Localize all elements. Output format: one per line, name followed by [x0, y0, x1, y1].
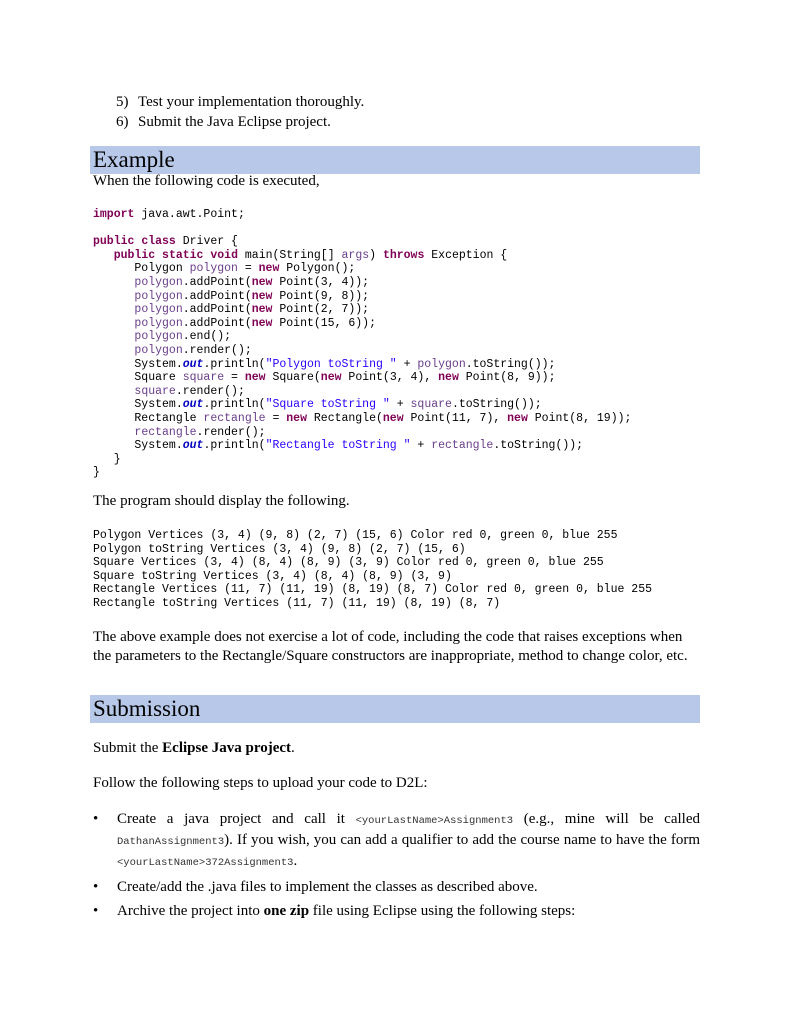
- code-token: [93, 330, 134, 343]
- code-token: [93, 385, 134, 398]
- code-token: =: [224, 371, 245, 385]
- code-token: .println(: [203, 357, 266, 371]
- bold-run: one zip: [263, 903, 310, 919]
- code-token: Point(3, 4));: [272, 275, 370, 289]
- code-token: new: [507, 411, 528, 425]
- code-line: [93, 290, 369, 303]
- code-token: new: [251, 316, 273, 330]
- code-token: .toString());: [493, 439, 584, 453]
- code-token: +: [410, 439, 432, 453]
- code-token: [155, 249, 162, 262]
- code-token: [93, 290, 134, 303]
- code-token: +: [396, 357, 418, 371]
- code-token: out: [182, 357, 204, 371]
- output-line: Square Vertices (3, 4) (8, 4) (8, 9) (3, 9) Color red 0, green 0, blue 255: [93, 556, 604, 570]
- java-code-block: [93, 208, 631, 480]
- code-token: Rectangle: [93, 411, 204, 425]
- output-line: Rectangle Vertices (11, 7) (11, 19) (8, 19) (8, 7) Color red 0, green 0, blue 255: [93, 583, 652, 597]
- upload-steps-list: [93, 810, 700, 926]
- code-token: Point(15, 6));: [272, 316, 376, 330]
- code-token: Polygon: [93, 262, 190, 276]
- code-token: void: [210, 248, 238, 262]
- code-line: [93, 426, 266, 439]
- code-token: new: [438, 371, 459, 385]
- output-intro: The program should display the following.: [93, 493, 350, 509]
- code-token: polygon: [189, 262, 238, 276]
- code-token: Square(: [265, 371, 321, 385]
- code-line: [93, 208, 245, 221]
- code-token: polygon: [134, 303, 183, 317]
- code-token: System.: [93, 357, 183, 371]
- code-token: .addPoint(: [182, 303, 252, 317]
- code-token: new: [258, 262, 280, 276]
- code-token: .render();: [182, 343, 252, 357]
- example-intro: When the following code is executed,: [93, 173, 320, 189]
- code-token: rectangle: [431, 439, 494, 453]
- code-token: .end();: [182, 330, 232, 344]
- code-line: [93, 235, 238, 248]
- step-number: 5): [116, 94, 129, 110]
- code-token: .println(: [203, 398, 266, 412]
- code-token: +: [389, 398, 411, 412]
- list-item: [93, 878, 700, 897]
- code-token: polygon: [134, 343, 183, 357]
- example-heading: Example: [90, 146, 700, 174]
- code-token: [93, 426, 134, 439]
- code-token: polygon: [417, 357, 466, 371]
- output-line: Polygon toString Vertices (3, 4) (9, 8) (2, 7) (15, 6): [93, 542, 466, 556]
- code-token: main(String[]: [237, 248, 342, 262]
- code-token: Point(9, 8));: [272, 289, 370, 303]
- code-line: [93, 412, 631, 425]
- code-token: "Polygon toString ": [265, 357, 397, 371]
- code-token: .addPoint(: [182, 275, 252, 289]
- code-line: [93, 317, 376, 330]
- code-token: "Rectangle toString ": [265, 439, 411, 453]
- code-line: [93, 276, 369, 289]
- code-token: "Square toString ": [265, 398, 390, 412]
- code-token: java.awt.Point;: [134, 208, 245, 221]
- code-token: }: [93, 466, 100, 480]
- submit-prefix: Submit the: [93, 740, 163, 756]
- code-line: [93, 262, 355, 275]
- code-token: =: [237, 262, 259, 276]
- code-line: [93, 330, 231, 343]
- code-line: [93, 385, 245, 398]
- code-line: [93, 466, 100, 479]
- text-run: .: [293, 853, 298, 869]
- bullet-icon: •: [93, 903, 99, 919]
- code-token: [93, 303, 134, 316]
- code-token: throws: [382, 248, 425, 262]
- code-token: public: [113, 248, 156, 262]
- text-run: ). If you wish, you can add a qualifier to add the course name to have the form: [224, 832, 700, 848]
- code-token: square: [410, 398, 452, 412]
- text-run: file using Eclipse using the following steps:: [309, 903, 576, 919]
- bullet-icon: •: [93, 879, 99, 895]
- code-token: .addPoint(: [182, 316, 252, 330]
- code-token: class: [141, 235, 176, 249]
- code-line: [93, 439, 583, 452]
- code-token: new: [251, 303, 273, 317]
- code-token: .println(: [203, 439, 266, 453]
- code-token: polygon: [134, 330, 183, 344]
- code-token: new: [244, 371, 266, 385]
- code-token: Square: [93, 371, 183, 385]
- code-token: new: [382, 411, 404, 425]
- step-item: [116, 112, 364, 132]
- code-token: static: [162, 248, 204, 262]
- code-line: [93, 398, 542, 411]
- code-token: Point(8, 19));: [527, 411, 632, 425]
- code-run: <yourLastName>Assignment3: [355, 815, 514, 827]
- code-token: System.: [93, 439, 183, 453]
- code-token: polygon: [134, 289, 183, 303]
- code-token: Point(3, 4),: [341, 371, 439, 385]
- code-token: Polygon();: [279, 262, 356, 276]
- bullet-text: Create/add the .java files to implement the classes as described above.: [117, 879, 538, 895]
- step-item: [116, 92, 364, 112]
- submission-heading: Submission: [90, 695, 700, 723]
- code-token: square: [134, 384, 176, 398]
- submit-instruction: [93, 739, 703, 758]
- code-token: .addPoint(: [182, 289, 252, 303]
- code-token: [93, 276, 134, 289]
- bullet-text: [117, 810, 700, 873]
- code-token: }: [93, 452, 121, 466]
- step-text: Submit the Java Eclipse project.: [138, 114, 331, 130]
- list-item: [93, 902, 700, 921]
- code-token: Point(8, 9));: [458, 371, 556, 385]
- code-token: new: [286, 411, 307, 425]
- code-run: <yourLastName>372Assignment3: [117, 857, 294, 869]
- list-item: [93, 810, 700, 873]
- code-token: .toString());: [465, 357, 556, 371]
- code-token: Exception {: [424, 248, 508, 262]
- upload-steps-intro: Follow the following steps to upload your code to D2L:: [93, 775, 428, 791]
- example-note: The above example does not exercise a lot of code, including the code that raises exceptions when the parameters to the Rectangle/Square constructors are inappropriate, method to change color, etc.: [93, 629, 688, 664]
- bullet-icon: •: [93, 811, 99, 827]
- code-token: Rectangle(: [306, 411, 383, 425]
- code-token: System.: [93, 398, 183, 412]
- text-run: Archive the project into: [117, 903, 264, 919]
- code-token: import: [93, 208, 135, 221]
- code-token: Driver {: [175, 235, 238, 249]
- code-token: [93, 317, 134, 330]
- code-token: ): [369, 248, 383, 262]
- code-token: [93, 344, 134, 357]
- code-token: out: [182, 398, 204, 412]
- step-number: 6): [116, 114, 129, 130]
- code-token: =: [265, 411, 287, 425]
- code-token: Point(2, 7));: [272, 303, 370, 317]
- code-token: public: [93, 235, 135, 249]
- code-token: polygon: [134, 316, 183, 330]
- instruction-steps: [116, 92, 364, 132]
- code-token: .render();: [196, 425, 266, 439]
- code-token: .render();: [175, 384, 245, 398]
- code-token: Point(11, 7),: [403, 411, 508, 425]
- code-token: rectangle: [134, 425, 197, 439]
- code-line: [93, 358, 555, 371]
- code-token: polygon: [134, 275, 183, 289]
- output-line: Polygon Vertices (3, 4) (9, 8) (2, 7) (15, 6) Color red 0, green 0, blue 255: [93, 529, 618, 542]
- code-line: [93, 371, 555, 384]
- step-text: Test your implementation thoroughly.: [138, 94, 365, 110]
- program-output-block: [93, 529, 652, 611]
- text-run: Create a java project and call it: [117, 811, 356, 827]
- submit-bold: Eclipse Java project: [162, 740, 292, 756]
- code-line: [93, 249, 507, 262]
- code-line: [93, 453, 121, 466]
- text-run: (e.g., mine will be called: [513, 811, 700, 827]
- code-token: new: [320, 371, 342, 385]
- code-token: args: [341, 248, 370, 262]
- output-line: Square toString Vertices (3, 4) (8, 4) (8, 9) (3, 9): [93, 569, 452, 583]
- bullet-text: [117, 902, 700, 921]
- code-token: new: [251, 275, 273, 289]
- code-line: [93, 303, 369, 316]
- code-token: square: [182, 371, 225, 385]
- code-run: DathanAssignment3: [117, 836, 225, 848]
- submit-suffix: .: [291, 740, 295, 756]
- code-token: .toString());: [451, 398, 542, 412]
- code-token: [93, 249, 114, 262]
- code-token: new: [251, 289, 273, 303]
- code-line: [93, 344, 252, 357]
- output-line: Rectangle toString Vertices (11, 7) (11, 19) (8, 19) (8, 7): [93, 596, 501, 610]
- code-token: rectangle: [203, 411, 266, 425]
- code-token: out: [182, 439, 204, 453]
